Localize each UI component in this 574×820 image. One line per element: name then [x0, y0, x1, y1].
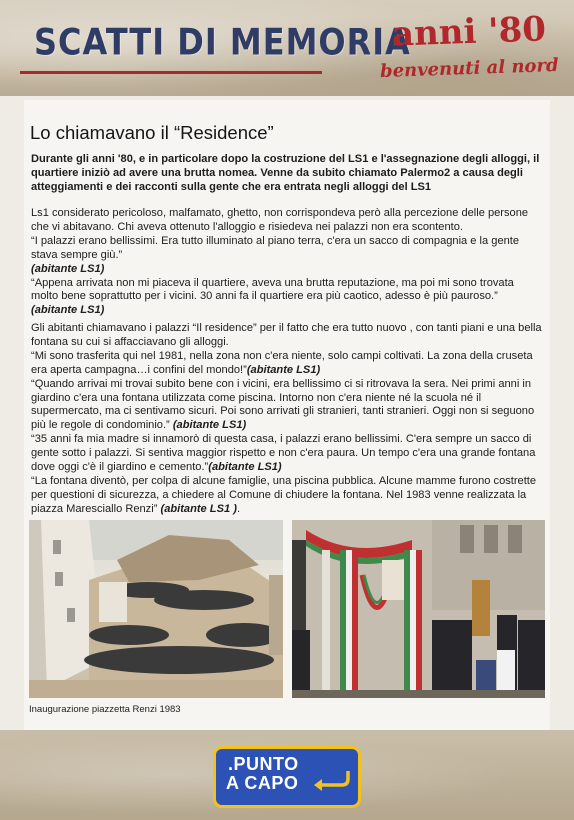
ceremony-photo — [292, 520, 545, 698]
paragraph: Gli abitanti chiamavano i palazzi “Il residence” per il fatto che era tutto nuovo , con tanti piani e una bella fontana su cui si affacciavano gli alloggi. — [31, 322, 542, 348]
header-banner — [0, 0, 574, 96]
article-panel — [24, 100, 550, 730]
photo-caption: Inaugurazione piazzetta Renzi 1983 — [29, 704, 181, 715]
closing-period: . — [236, 502, 241, 515]
logo-line-2: A CAPO — [226, 773, 299, 793]
quote-attribution: (abitante LS1) — [246, 363, 321, 376]
testimony-block-2 — [31, 322, 543, 517]
testimony-block-1 — [31, 207, 543, 318]
quote: “I palazzi erano bellissimi. Era tutto illuminato al piano terra, c'era un sacco di compagnia e la gente stava sempre giù.” — [31, 234, 520, 261]
quote-attribution: (abitante LS1) — [31, 262, 105, 275]
quote-attribution: (abitante LS1 ) — [160, 502, 237, 515]
article-title: Lo chiamavano il “Residence” — [30, 122, 274, 143]
punto-a-capo-logo — [213, 746, 361, 808]
decade-label: anni '80 — [391, 9, 547, 55]
title-underline — [20, 71, 322, 74]
quote-attribution: (abitante LS1) — [208, 461, 282, 474]
quote: “Appena arrivata non mi piaceva il quartiere, aveva una brutta reputazione, ma poi mi sono trovata molto bene soprattutto per i vicini. 30 anni fa il quartiere era più caotico, adesso è più pauroso.” — [31, 276, 514, 303]
quote: “35 anni fa mia madre si innamorò di questa casa, i palazzi erano bellissimi. C'era sempre un sacco di gente sotto i palazzi. Si sentiva maggior rispetto e non c'era paura. Un tempo c'era una grande fontana dove oggi c'è il giardino e cemento.” — [31, 433, 536, 474]
footer-banner — [0, 730, 574, 820]
quote: “Mi sono trasferita qui nel 1981, nella zona non c'era niente, solo campi coltivati. La zona della cruseta era aperta campagna…i confini del mondo!” — [31, 349, 533, 376]
logo-line-1: .PUNTO — [228, 754, 299, 774]
quote-attribution: (abitante LS1) — [31, 304, 105, 317]
decade-subtitle: benvenuti al nord — [379, 54, 559, 83]
return-arrow-icon — [312, 767, 352, 793]
article-intro — [31, 153, 543, 195]
quote: “La fontana diventò, per colpa di alcune famiglie, una piscina pubblica. Alcune mamme furono costrette per questioni di sicurezza, a chiedere al Comune di chiudere la fontana. Nel 1983 venne realizzata la piazza Maresciallo Renzi” — [31, 474, 537, 515]
quote: “Quando arrivai mi trovai subito bene con i vicini, era bellissimo ci si ritrovava la sera. Nei primi anni in giardino c'era una fontana utilizzata come piscina. Intorno non c'era niente né la scuola né il supermercato, ma ci sentivamo sicuri. Poi sono arrivati gli stranieri, tanti stranieri. Oggi non si seguono più le regole di condominio.” — [31, 377, 535, 432]
paragraph: Ls1 considerato pericoloso, malfamato, ghetto, non corrispondeva però alla percezione delle persone che vi abitavano. Chi aveva ottenuto l'alloggio e risiedeva nei palazzi non era scontento. — [31, 207, 529, 233]
crowd-photo — [29, 520, 283, 698]
intro-paragraph: Durante gli anni '80, e in particolare dopo la costruzione del LS1 e l'assegnazione degli alloggi, il quartiere iniziò ad avere una brutta nomea. Venne da subito chiamato Palermo2 a causa degli atteggiamenti e dei racconti sulla gente che era entrata negli alloggi del LS1 — [31, 153, 540, 193]
series-title: SCATTI DI MEMORIA — [34, 20, 411, 64]
quote-attribution: (abitante LS1) — [172, 419, 247, 432]
